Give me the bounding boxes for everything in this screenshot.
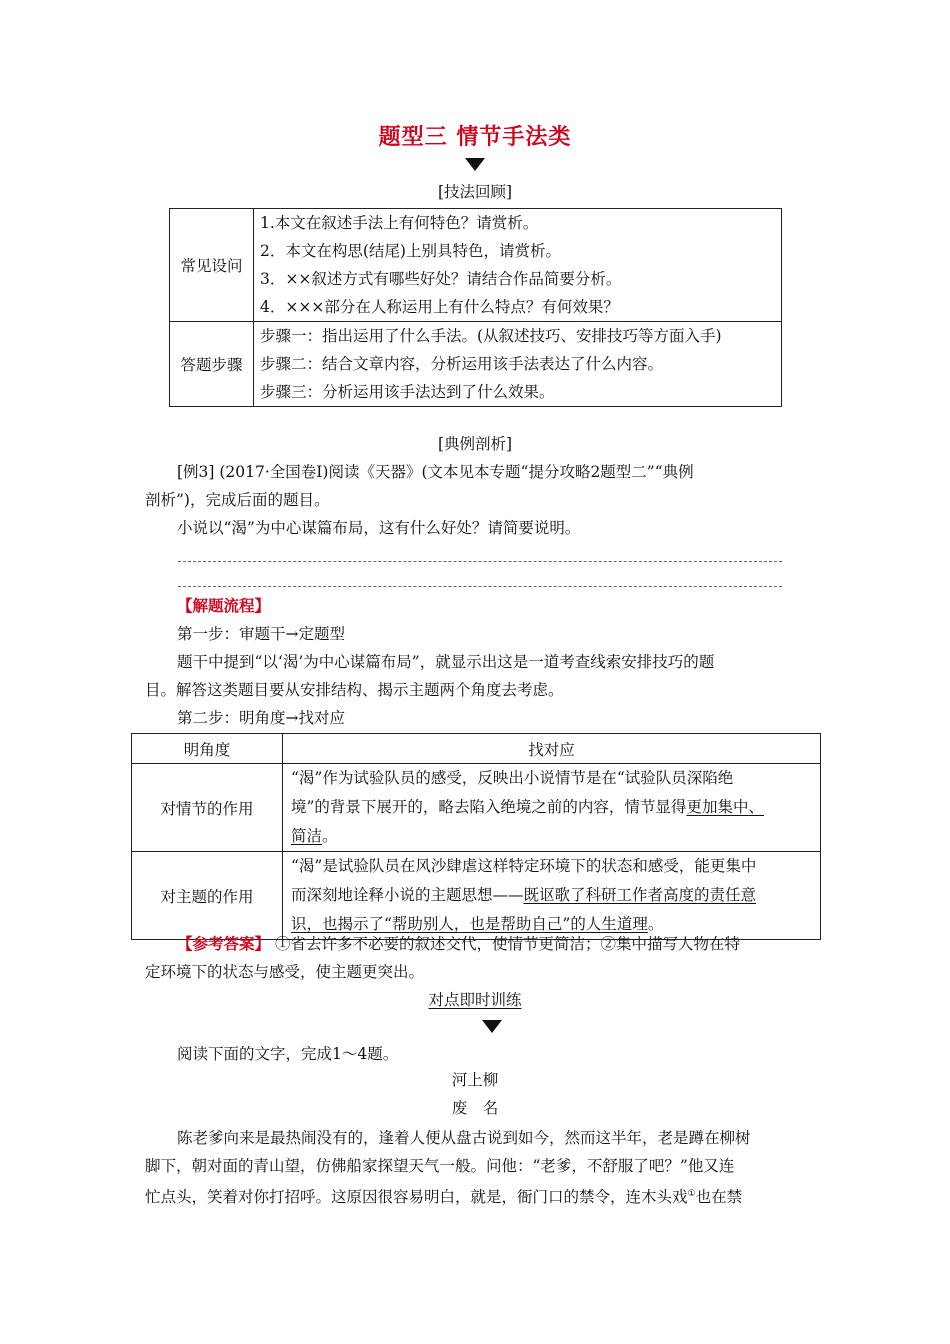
- list-item: 步骤二：结合文章内容，分析运用该手法表达了什么内容。: [260, 355, 664, 373]
- example-line: [例3] (2017·全国卷Ⅰ)阅读《天器》(文本见本专题“提分攻略2题型二”“典例: [177, 463, 694, 481]
- table-row: [132, 764, 821, 852]
- step-text: 题干中提到“以‘渴’为中心谋篇布局”，就显示出这是一道考查线索安排技巧的题: [177, 653, 715, 671]
- cell-text: 境”的背景下展开的，略去陷入绝境之前的内容，情节显得: [291, 798, 687, 816]
- story-title: 河上柳: [451, 1071, 499, 1089]
- table-body-cell: [254, 322, 782, 407]
- cell-line: [283, 881, 820, 910]
- table-row: [170, 322, 782, 407]
- cell-line: “渴”作为试验队员的感受，反映出小说情节是在“试验队员深陷绝: [291, 769, 734, 787]
- table-row: [132, 852, 821, 940]
- practice-title-text: 对点即时训练: [428, 991, 522, 1009]
- table-body-cell: [254, 209, 782, 322]
- table-head-cell: 对情节的作用: [132, 764, 283, 852]
- list-item: 步骤三：分析运用该手法达到了什么效果。: [260, 383, 555, 401]
- answer-text: 定环境下的状态与感受，使主题更突出。: [145, 963, 425, 981]
- cell-line: [283, 793, 820, 822]
- footnote-marker: ①: [687, 1189, 696, 1199]
- step-heading: 第二步：明角度→找对应: [177, 709, 345, 727]
- cell-text: 。: [322, 827, 338, 845]
- angle-table: [131, 733, 821, 940]
- cell-text: 。: [647, 915, 664, 933]
- answer-line: [178, 561, 782, 562]
- section-label-example: [典例剖析]: [437, 435, 513, 453]
- story-line: 脚下，朝对面的青山望，仿佛船家探望天气一般。问他：“老爹，不舒服了吧？”他又连: [145, 1157, 735, 1175]
- cell-line: “渴”是试验队员在风沙肆虐这样特定环境下的状态和感受，能更集中: [291, 857, 757, 875]
- table-head-cell: 对主题的作用: [132, 852, 283, 940]
- list-item: 3．××叙述方式有哪些好处？请结合作品简要分析。: [260, 270, 622, 288]
- practice-intro: 阅读下面的文字，完成1～4题。: [177, 1045, 399, 1063]
- example-line: 剖析”)，完成后面的题目。: [145, 491, 330, 509]
- table-row: [132, 734, 821, 764]
- answer-line: [178, 586, 782, 587]
- techniques-table: [169, 208, 782, 407]
- list-item: 4．×××部分在人称运用上有什么特点？有何效果？: [260, 298, 619, 316]
- underlined-text: 简洁: [291, 827, 323, 845]
- story-line: 陈老爹向来是最热闹没有的，逢着人便从盘古说到如今，然而这半年，老是蹲在柳树: [177, 1129, 751, 1147]
- process-label: 【解题流程】: [177, 597, 271, 615]
- list-item: 1.本文在叙述手法上有何特色？请赏析。: [260, 214, 539, 232]
- story-author: 废 名: [451, 1099, 499, 1117]
- section-label-techniques: [技法回顾]: [437, 183, 513, 201]
- story-text: 忙点头，笑着对你打招呼。这原因很容易明白，就是，衙门口的禁令，连木头戏: [145, 1188, 688, 1207]
- table-head-cell: 常见设问: [170, 209, 254, 322]
- underlined-text: 识，也揭示了“帮助别人，也是帮助自己”的人生道理: [291, 915, 648, 933]
- step-heading: 第一步：审题干→定题型: [177, 625, 345, 643]
- answer-text: ①省去许多不必要的叙述交代，使情节更简洁；②集中描写人物在特: [270, 935, 740, 953]
- step-text: 目。解答这类题目要从安排结构、揭示主题两个角度去考虑。: [145, 681, 564, 699]
- cell-line: [283, 822, 820, 851]
- page-title: 题型三 情节手法类: [378, 125, 572, 150]
- story-text: 也在禁: [695, 1188, 743, 1207]
- list-item: 2．本文在构思(结尾)上别具特色，请赏析。: [260, 242, 561, 260]
- story-line: [145, 1180, 810, 1211]
- table-head-cell: 答题步骤: [170, 322, 254, 407]
- table-body-cell: [283, 764, 821, 852]
- table-header-cell: 明角度: [132, 734, 283, 764]
- table-row: [170, 209, 782, 322]
- answer-label: 【参考答案】: [177, 935, 271, 953]
- down-triangle-icon: [482, 1020, 502, 1033]
- underlined-text: 既讴歌了科研工作者高度的责任意: [523, 886, 757, 904]
- practice-title: [0, 988, 950, 1010]
- table-header-cell: 找对应: [283, 734, 821, 764]
- cell-text: 而深刻地诠释小说的主题思想——: [291, 886, 524, 904]
- answer-paragraph: [145, 930, 810, 958]
- underlined-text: 更加集中、: [686, 798, 764, 816]
- table-body-cell: [283, 852, 821, 940]
- down-triangle-icon: [465, 158, 485, 171]
- list-item: 步骤一：指出运用了什么手法。(从叙述技巧、安排技巧等方面入手): [260, 327, 722, 345]
- example-question: 小说以“渴”为中心谋篇布局，这有什么好处？请简要说明。: [177, 519, 581, 537]
